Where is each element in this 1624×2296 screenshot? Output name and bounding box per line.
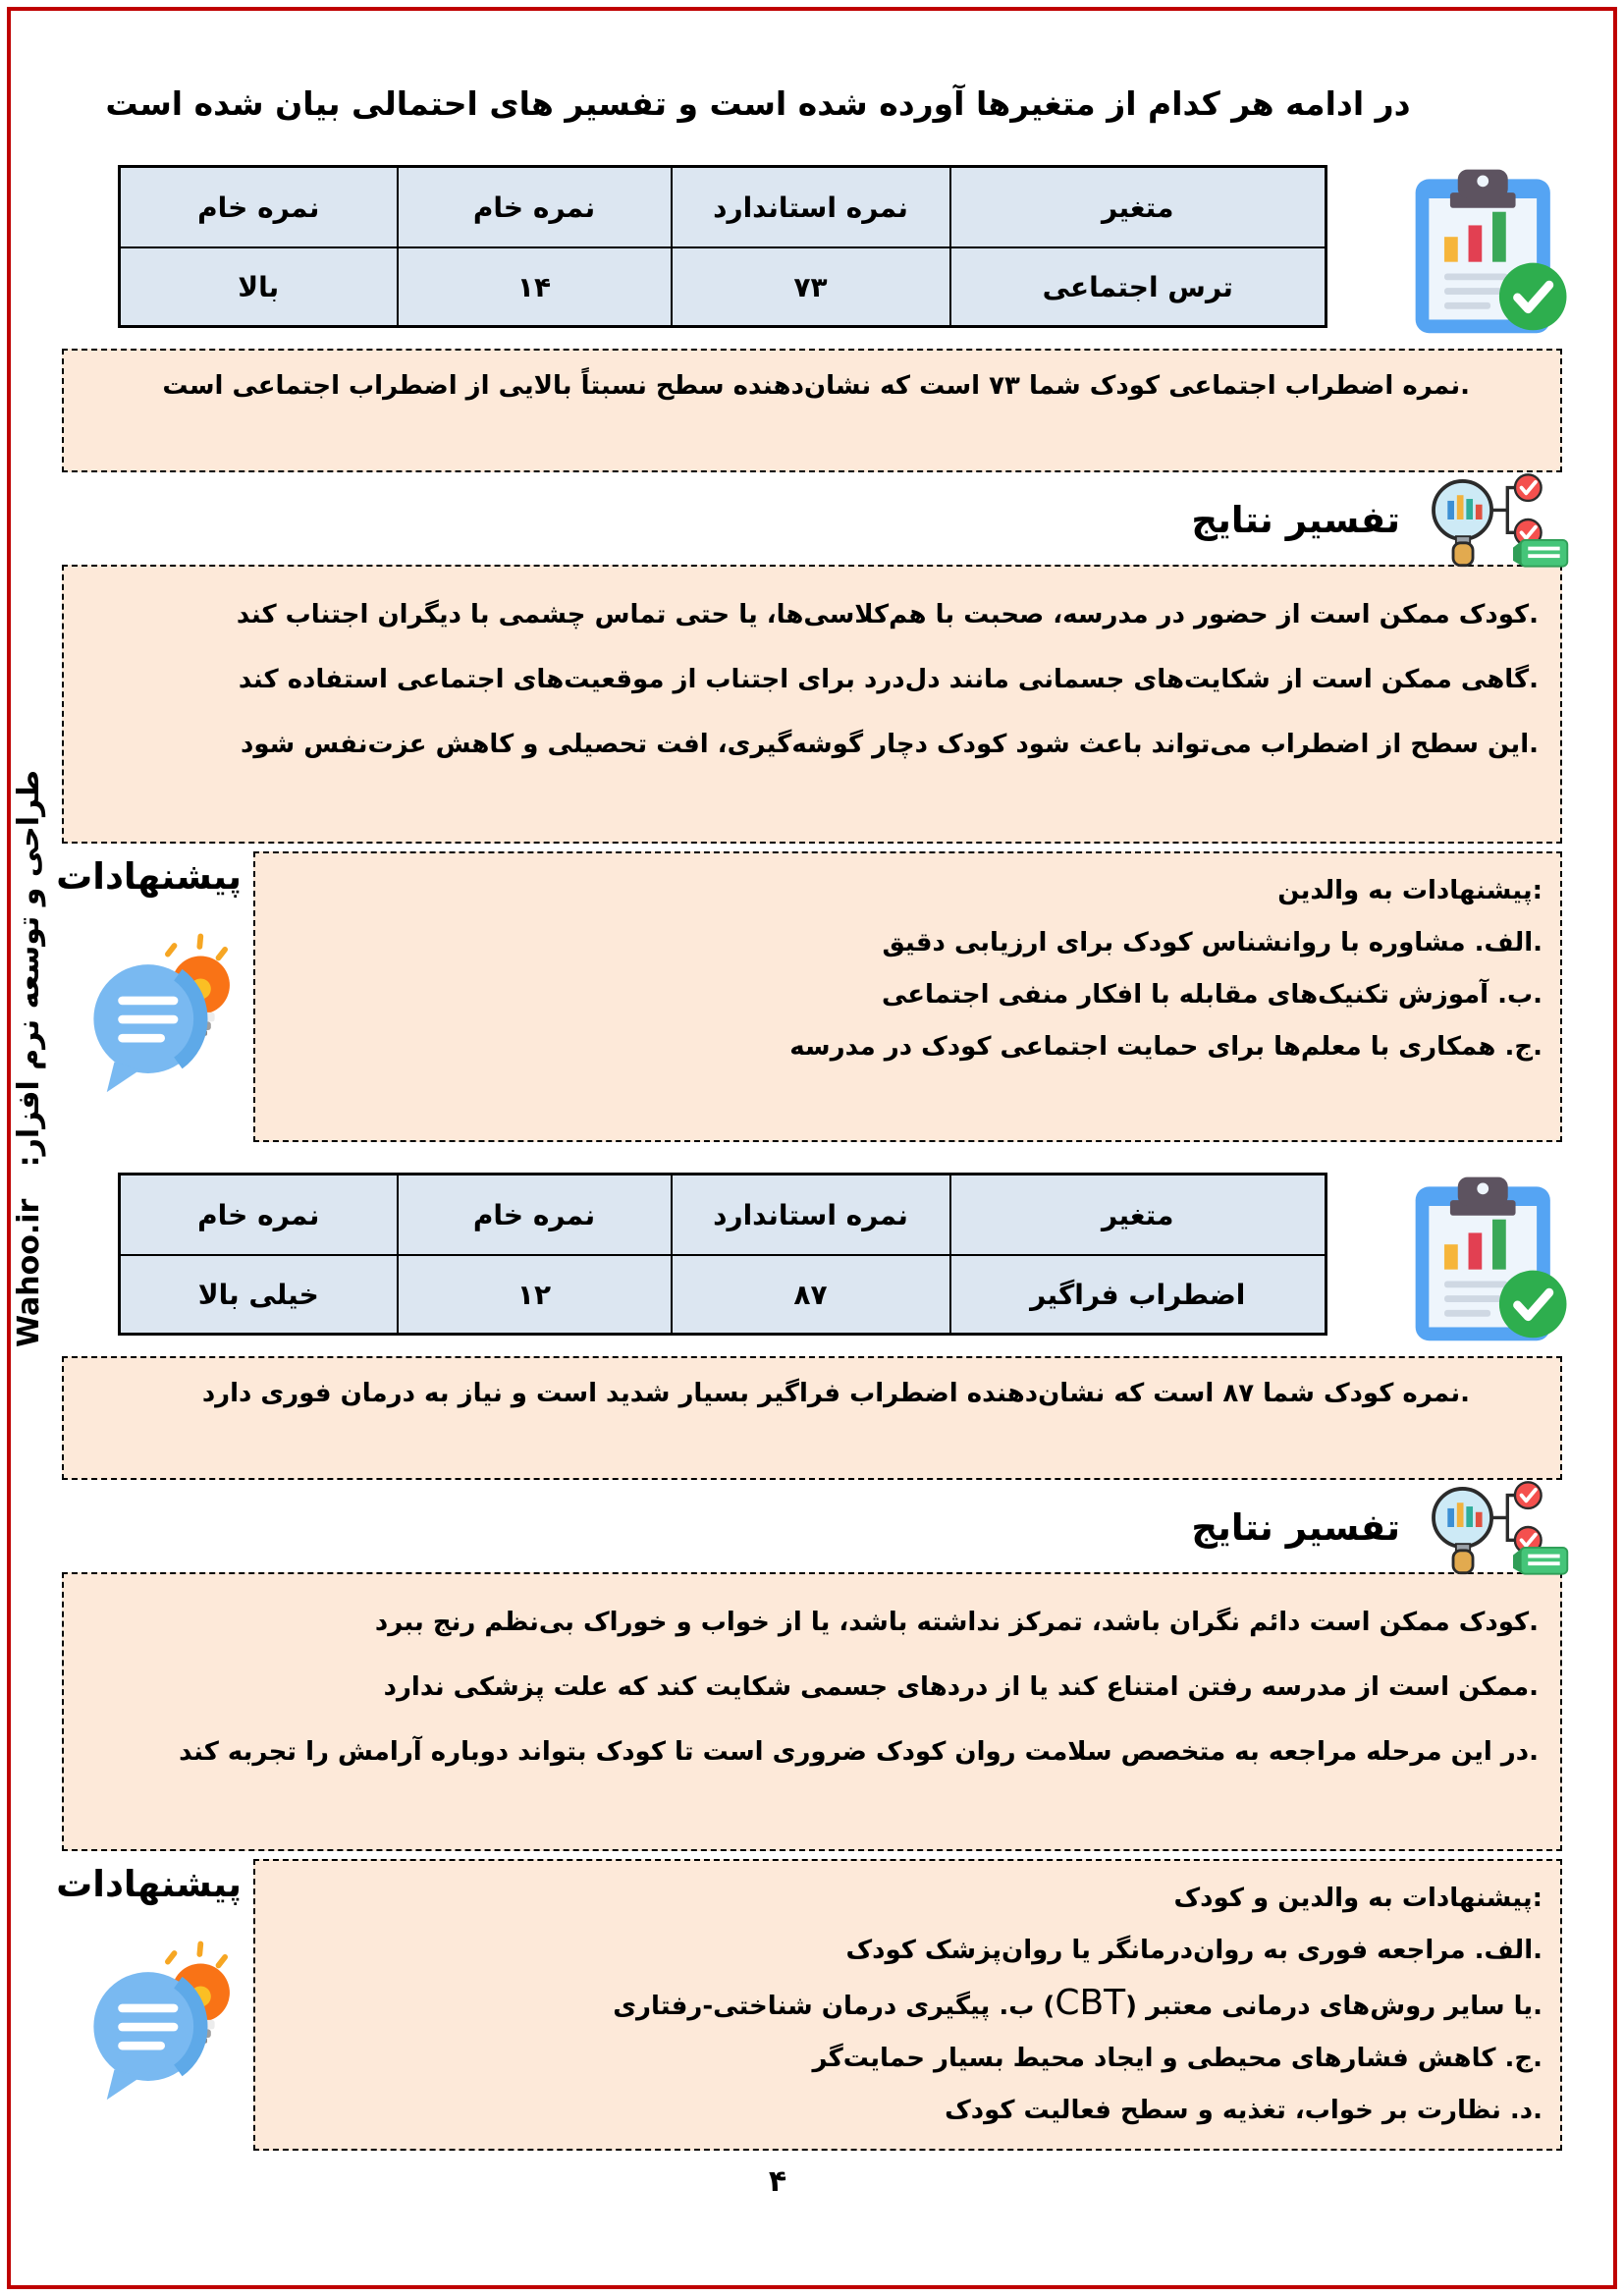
suggestion-item-text: .یا سایر روش‌های درمانی معتبر (: [1125, 1992, 1543, 2021]
suggestion-item: .الف. مراجعه فوری به روان‌درمانگر یا روان‌پزشک کودک: [845, 1936, 1543, 1965]
suggestions-title: :پیشنهادات به والدین و کودک: [1173, 1884, 1543, 1913]
suggestions-row: [0, 851, 1562, 1142]
magnifier-bar-chart-checklist-icon: [1414, 470, 1573, 569]
magnifier-bar-chart-checklist-icon: [1414, 1478, 1573, 1576]
clipboard-chart-check-icon: [1398, 150, 1591, 343]
results-heading: تفسیر نتایج: [1191, 498, 1400, 541]
suggestions-side: [0, 1859, 253, 2102]
summary-text: .نمره اضطراب اجتماعی کودک شما ۷۳ است که نشان‌دهنده سطح نسبتاً بالایی از اضطراب اجتماعی است: [162, 371, 1470, 401]
developer-credit: [12, 770, 67, 1347]
score-row-social-fear: [0, 150, 1591, 343]
results-heading-row: [0, 1482, 1573, 1572]
speech-bubble-lightbulb-icon: [81, 925, 249, 1094]
cell-level: خیلی بالا: [120, 1255, 398, 1335]
suggestion-item: .الف. مشاوره با روانشناس کودک برای ارزیابی دقیق: [882, 928, 1543, 957]
suggestions-label: پیشنهادات: [56, 1863, 242, 1905]
results-heading-row: [0, 474, 1573, 565]
suggestions-label: پیشنهادات: [56, 855, 242, 898]
scores-table: [118, 1173, 1327, 1336]
col-header-variable: متغیر: [950, 1175, 1326, 1256]
interpretation-line: .کودک ممکن است دائم نگران باشد، تمرکز نداشته باشد، یا از خواب و خوراک بی‌نظم رنج ببرد: [374, 1608, 1539, 1637]
cbt-abbreviation: CBT: [1055, 1983, 1126, 2023]
suggestion-item: [273, 1977, 1543, 2033]
suggestion-item: .ب. آموزش تکنیک‌های مقابله با افکار منفی اجتماعی: [881, 980, 1543, 1010]
suggestion-item: .ج. کاهش فشارهای محیطی و ایجاد محیط بسیار حمایت‌گر: [812, 2044, 1543, 2073]
suggestion-item-text: ) ب. پیگیری درمان شناختی-رفتاری: [613, 1992, 1056, 2021]
credit-text: طراحی و توسعه نرم افزار:: [12, 770, 46, 1168]
suggestions-row: [0, 1859, 1562, 2151]
suggestion-item: .ج. همکاری با معلم‌ها برای حمایت اجتماعی کودک در مدرسه: [789, 1032, 1543, 1062]
cell-raw-score: ۱۲: [398, 1255, 672, 1335]
interpretation-note: [62, 1572, 1562, 1851]
col-header-raw-score: نمره خام: [398, 1175, 672, 1256]
cell-standard-score: ۷۳: [672, 247, 950, 327]
suggestions-title: :پیشنهادات به والدین: [1277, 876, 1543, 905]
interpretation-line: .این سطح از اضطراب می‌تواند باعث شود کودک دچار گوشه‌گیری، افت تحصیلی و کاهش عزت‌نفس شود: [240, 730, 1539, 759]
cell-variable: اضطراب فراگیر: [950, 1255, 1326, 1335]
interpretation-line: .ممکن است از مدرسه رفتن امتناع کند یا از دردهای جسمی شکایت کند که علت پزشکی ندارد: [383, 1672, 1539, 1702]
results-heading: تفسیر نتایج: [1191, 1505, 1400, 1549]
interpretation-note: [62, 565, 1562, 844]
clipboard-chart-check-icon: [1398, 1158, 1591, 1350]
page-number: ۴: [768, 2164, 787, 2199]
speech-bubble-lightbulb-icon: [81, 1933, 249, 2102]
col-header-variable: متغیر: [950, 167, 1326, 248]
col-header-level: نمره خام: [120, 167, 398, 248]
summary-note: [62, 349, 1562, 472]
cell-raw-score: ۱۴: [398, 247, 672, 327]
col-header-standard-score: نمره استاندارد: [672, 167, 950, 248]
summary-note: [62, 1356, 1562, 1480]
credit-site-link[interactable]: Wahoo.ir: [12, 1198, 46, 1347]
interpretation-line: .گاهی ممکن است از شکایت‌های جسمانی مانند دل‌درد برای اجتناب از موقعیت‌های اجتماعی استفاده کند: [238, 665, 1539, 694]
scores-table: [118, 165, 1327, 328]
summary-text: .نمره کودک شما ۸۷ است که نشان‌دهنده اضطراب فراگیر بسیار شدید است و نیاز به درمان فوری دارد: [201, 1379, 1470, 1408]
interpretation-line: .در این مرحله مراجعه به متخصص سلامت روان کودک ضروری است تا کودک بتواند دوباره آرامش را تجربه کند: [179, 1737, 1539, 1767]
suggestions-box: [253, 1859, 1562, 2151]
cell-standard-score: ۸۷: [672, 1255, 950, 1335]
table-row: [120, 1255, 1326, 1335]
table-row: [120, 247, 1326, 327]
col-header-raw-score: نمره خام: [398, 167, 672, 248]
page-title: در ادامه هر کدام از متغیرها آورده شده است و تفسیر های احتمالی بیان شده است: [105, 84, 1411, 123]
interpretation-line: .کودک ممکن است از حضور در مدرسه، صحبت با هم‌کلاسی‌ها، یا حتی تماس چشمی با دیگران اجتناب کند: [236, 600, 1539, 629]
suggestions-box: [253, 851, 1562, 1142]
score-row-generalized-anxiety: [0, 1158, 1591, 1350]
cell-variable: ترس اجتماعی: [950, 247, 1326, 327]
col-header-standard-score: نمره استاندارد: [672, 1175, 950, 1256]
col-header-level: نمره خام: [120, 1175, 398, 1256]
cell-level: بالا: [120, 247, 398, 327]
suggestion-item: .د. نظارت بر خواب، تغذیه و سطح فعالیت کودک: [945, 2096, 1543, 2125]
